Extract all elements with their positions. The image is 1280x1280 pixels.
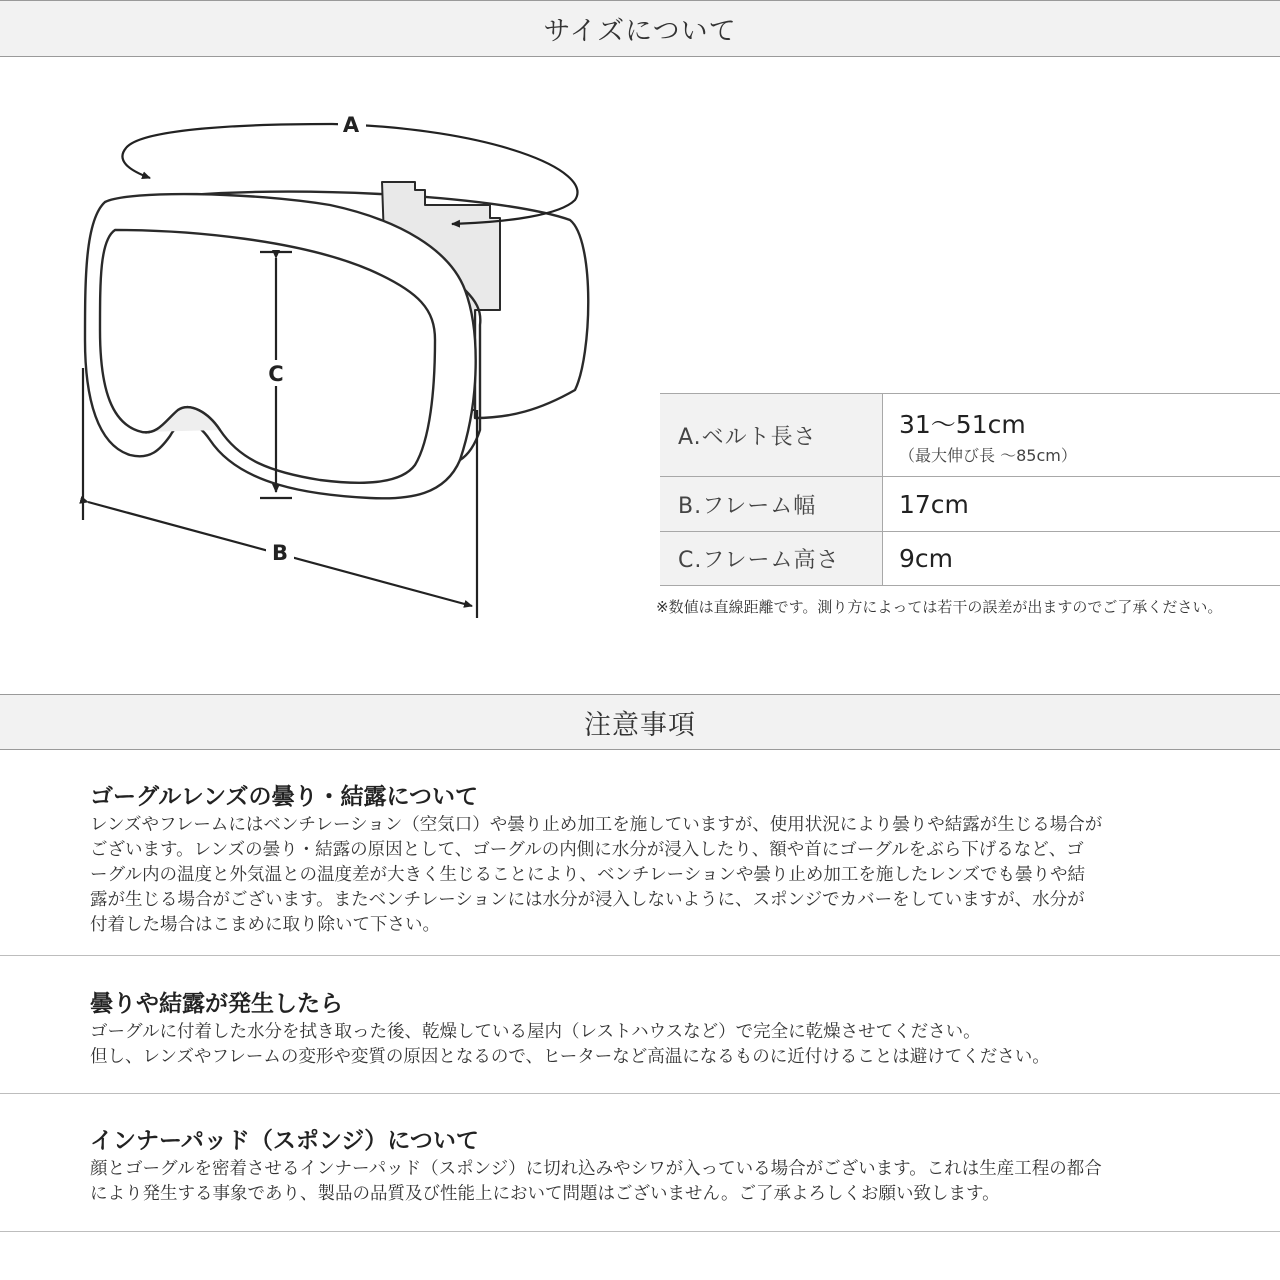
notes-section-title: 注意事項 (584, 709, 696, 741)
spec-subvalue: （最大伸び長 〜85cm） (899, 445, 1077, 465)
note-line: 但し、レンズやフレームの変形や変質の原因となるので、ヒーターなど高温になるものに近付けることは避けてください。 (90, 1047, 1050, 1067)
note-body (90, 1157, 1190, 1207)
note-line: により発生する事象であり、製品の品質及び性能上において問題はございません。ご了承よろしくお願い致します。 (90, 1184, 1000, 1204)
label-b: B (271, 541, 289, 565)
note-fogging (90, 778, 1190, 938)
note-line: 顔とゴーグルを密着させるインナーパッド（スポンジ）に切れ込みやシワが入っている場合がございます。これは生産工程の都合 (90, 1159, 1102, 1179)
note-line: 付着した場合はこまめに取り除いて下さい。 (90, 915, 440, 935)
table-row (660, 532, 1280, 586)
spec-value: 9cm (883, 532, 1280, 586)
note-title: ゴーグルレンズの曇り・結露について (90, 784, 479, 810)
label-a: A (342, 113, 360, 137)
divider (0, 1231, 1280, 1232)
note-when-fogged (90, 985, 1190, 1070)
size-section-header (0, 0, 1280, 57)
note-line: ーグル内の温度と外気温との温度差が大きく生じることにより、ベンチレーションや曇り止め加工を施したレンズでも曇りや結 (90, 865, 1085, 885)
label-c: C (268, 362, 284, 386)
size-section-title: サイズについて (543, 16, 737, 47)
note-inner-pad (90, 1122, 1190, 1207)
note-line: レンズやフレームにはベンチレーション（空気口）や曇り止め加工を施していますが、使用状況により曇りや結露が生じる場合が (90, 815, 1103, 835)
note-title: 曇りや結露が発生したら (90, 991, 343, 1017)
note-line: ゴーグルに付着した水分を拭き取った後、乾燥している屋内（レストハウスなど）で完全に乾燥させてください。 (90, 1022, 981, 1042)
table-row (660, 477, 1280, 532)
spec-value: 31〜51cm (899, 409, 1026, 439)
divider (0, 1093, 1280, 1094)
note-body (90, 813, 1190, 938)
notes-section-header (0, 694, 1280, 750)
note-line: ございます。レンズの曇り・結露の原因として、ゴーグルの内側に水分が浸入したり、額や首にゴーグルをぶら下げるなど、ゴ (90, 840, 1084, 860)
spec-label: C.フレーム高さ (660, 532, 883, 586)
spec-value-cell (883, 394, 1280, 477)
spec-value: 17cm (883, 477, 1280, 532)
table-row (660, 394, 1280, 477)
spec-label: A.ベルト長さ (660, 394, 883, 477)
goggle-diagram (70, 100, 610, 630)
divider (0, 955, 1280, 956)
spec-table (660, 393, 1280, 586)
spec-label: B.フレーム幅 (660, 477, 883, 532)
note-line: 露が生じる場合がございます。またベンチレーションには水分が浸入しないように、スポンジでカバーをしていますが、水分が (90, 890, 1085, 910)
note-body (90, 1020, 1190, 1070)
note-title: インナーパッド（スポンジ）について (90, 1128, 479, 1154)
spec-note: ※数値は直線距離です。測り方によっては若干の誤差が出ますのでご了承ください。 (656, 598, 1223, 616)
